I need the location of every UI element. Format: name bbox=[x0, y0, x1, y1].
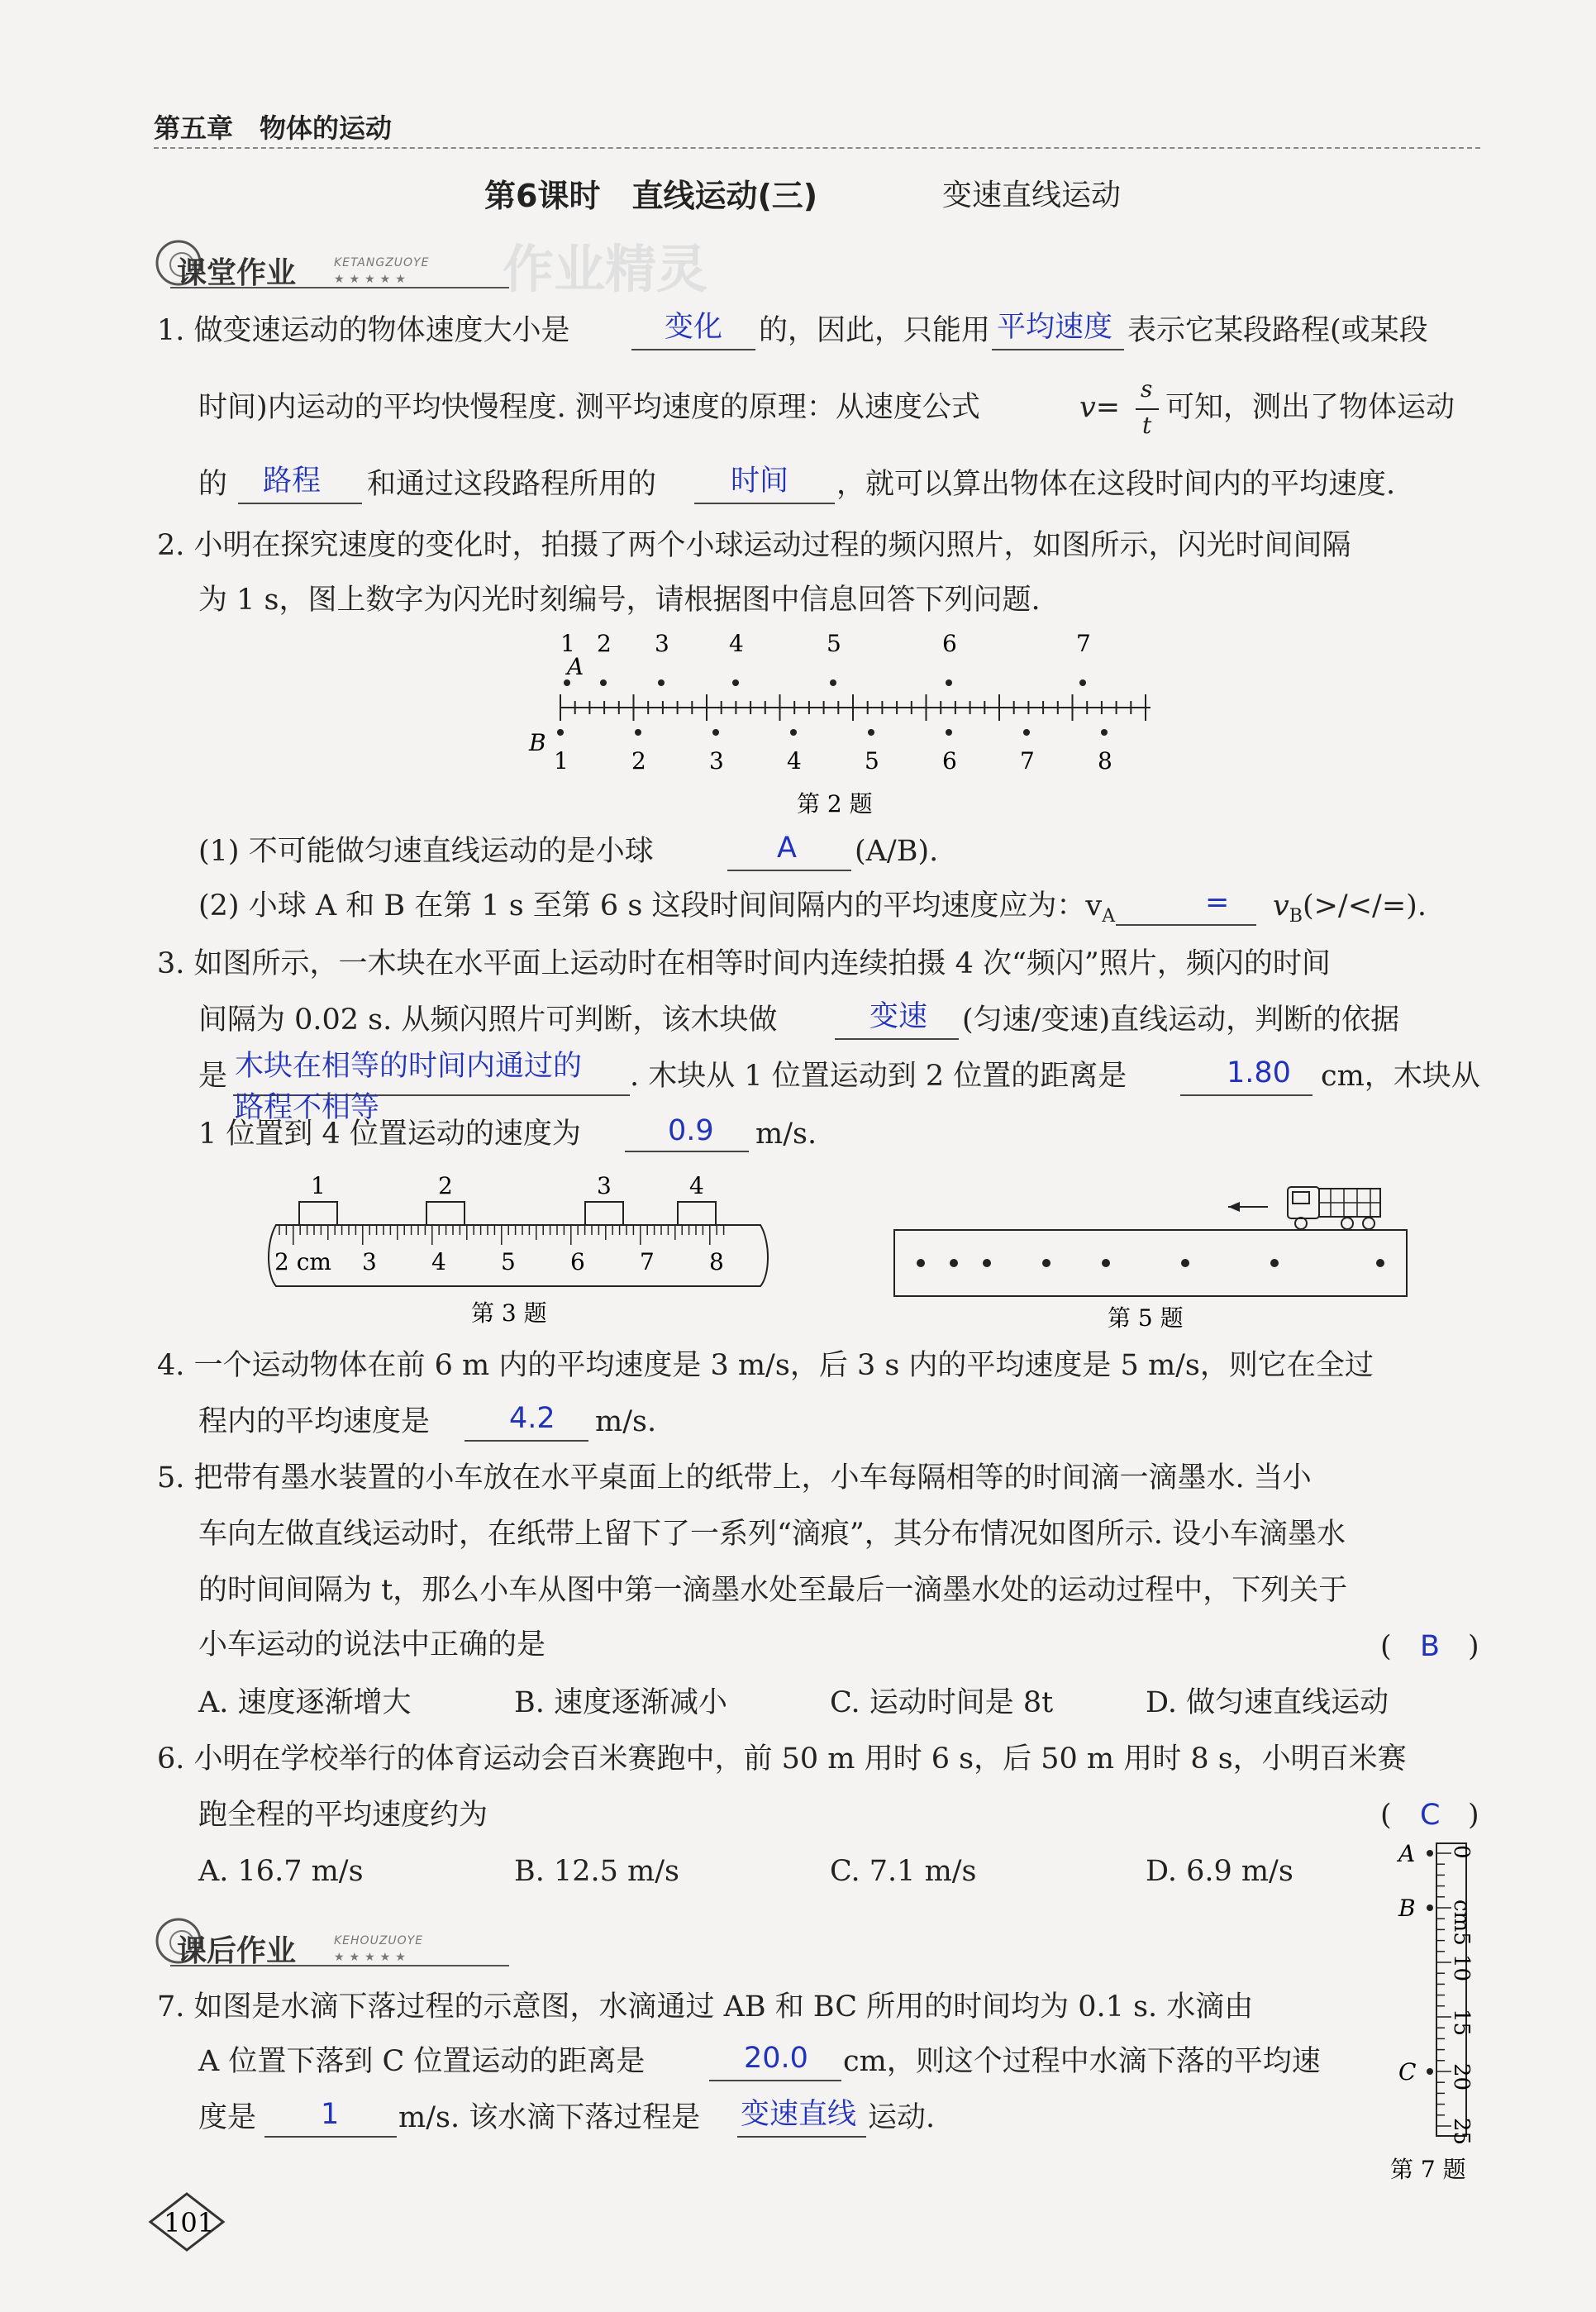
q2-b-dot bbox=[1101, 729, 1108, 736]
q2-b-dot bbox=[790, 729, 797, 736]
q5-ink-drop bbox=[1102, 1259, 1110, 1267]
q7-scale-number: 25 bbox=[1449, 2118, 1474, 2146]
q3-ruler-numbers bbox=[274, 1248, 724, 1275]
q2-a-dot bbox=[564, 679, 570, 686]
q3-ruler-number: 4 bbox=[431, 1248, 446, 1275]
q2-b-dot bbox=[1023, 729, 1030, 736]
q3-ruler-ticks bbox=[279, 1225, 724, 1245]
q7-scale-number: cm5 bbox=[1449, 1900, 1474, 1946]
page-number-badge bbox=[145, 2189, 228, 2255]
q5-ink-drop bbox=[1181, 1259, 1189, 1267]
q4-blank1[interactable] bbox=[465, 1438, 588, 1442]
q5-ink-drop bbox=[1042, 1259, 1051, 1267]
q4-answer1: 4.2 bbox=[509, 1402, 555, 1435]
q7-answer2: 1 bbox=[321, 2098, 340, 2131]
q3-blank4[interactable] bbox=[625, 1149, 749, 1152]
q2-label-b: B bbox=[529, 729, 546, 756]
q7-caption: 第 7 题 bbox=[1390, 2156, 1466, 2183]
q7-blank3[interactable] bbox=[737, 2134, 866, 2138]
q3-blank1[interactable] bbox=[835, 1037, 959, 1040]
cart-icon bbox=[1288, 1187, 1380, 1229]
q2-a-number: 3 bbox=[655, 630, 669, 657]
q3-answer4: 0.9 bbox=[668, 1114, 714, 1147]
q2-a-dot bbox=[658, 679, 665, 686]
q5-option-b[interactable]: B. 速度逐渐减小 bbox=[514, 1686, 727, 1719]
q2-b-number: 7 bbox=[1020, 747, 1035, 775]
q3-answer1: 变速 bbox=[869, 1000, 928, 1033]
section-class-title: 课堂作业 bbox=[177, 256, 297, 290]
section-home-title: 课后作业 bbox=[177, 1934, 297, 1968]
q5-answer[interactable]: B bbox=[1420, 1630, 1441, 1663]
q3-block-number: 4 bbox=[689, 1172, 704, 1199]
q1-line1c: 表示它某段路程(或某段 bbox=[1127, 314, 1428, 347]
left-arrow-icon bbox=[1228, 1202, 1268, 1212]
q5-option-a[interactable]: A. 速度逐渐增大 bbox=[198, 1686, 412, 1719]
q2-a-dot bbox=[946, 679, 952, 686]
header-divider bbox=[154, 147, 1480, 149]
q3-answer2a: 木块在相等的时间内通过的 bbox=[235, 1050, 583, 1083]
q6-line2: 跑全程的平均速度约为 bbox=[198, 1799, 488, 1832]
q1-line2a: 时间)内运动的平均快慢程度. 测平均速度的原理：从速度公式 bbox=[198, 391, 980, 424]
q7-line3b: m/s. 该水滴下落过程是 bbox=[398, 2101, 701, 2134]
q3-answer2b: 路程不相等 bbox=[235, 1091, 380, 1124]
q7-scale-numbers bbox=[1449, 1845, 1474, 2145]
q3-block bbox=[426, 1202, 465, 1225]
q2-a-marks bbox=[560, 630, 1091, 686]
q2-b-dot bbox=[557, 729, 564, 736]
q2-answer2: = bbox=[1205, 886, 1230, 919]
q4-line2b: m/s. bbox=[595, 1405, 657, 1438]
q6-bracket-right: ) bbox=[1468, 1799, 1479, 1832]
q6-option-d[interactable]: D. 6.9 m/s bbox=[1146, 1855, 1293, 1888]
q5-figure bbox=[889, 1170, 1418, 1336]
q3-figure bbox=[264, 1162, 777, 1336]
q7-line2b: cm，则这个过程中水滴下落的平均速 bbox=[843, 2045, 1321, 2078]
q7-scale-number: 15 bbox=[1449, 2009, 1474, 2037]
q3-block bbox=[299, 1202, 337, 1225]
q3-line3c: cm，木块从 bbox=[1321, 1060, 1480, 1093]
q2-b-number: 8 bbox=[1098, 747, 1112, 775]
q2-label-a: A bbox=[567, 653, 584, 680]
q7-drop-point bbox=[1427, 1904, 1433, 1911]
q1-line3c: ，就可以算出物体在这段时间内的平均速度. bbox=[836, 468, 1396, 501]
q3-ruler-number: 6 bbox=[570, 1248, 585, 1275]
q7-line3c: 运动. bbox=[868, 2101, 936, 2134]
q2-caption: 第 2 题 bbox=[797, 790, 873, 818]
q2-a-number: 7 bbox=[1076, 630, 1091, 657]
q7-drop-points bbox=[1396, 1840, 1433, 2086]
q5-line3: 的时间间隔为 t，那么小车从图中第一滴墨水处至最后一滴墨水处的运动过程中，下列关于 bbox=[198, 1574, 1348, 1607]
q2-answer1: A bbox=[777, 832, 797, 865]
q2-b-number: 2 bbox=[631, 747, 646, 775]
q7-line1: 7. 如图是水滴下落过程的示意图，水滴通过 AB 和 BC 所用的时间均为 0.1 s. 水滴由 bbox=[157, 1990, 1254, 2024]
q7-line2a: A 位置下落到 C 位置运动的距离是 bbox=[198, 2045, 646, 2078]
q2-b-dot bbox=[868, 729, 874, 736]
q1-answer3: 路程 bbox=[263, 465, 322, 498]
q2-sub2b: $v_B(>/</=)$. bbox=[1273, 889, 1427, 927]
q5-caption: 第 5 题 bbox=[1108, 1304, 1184, 1332]
q7-drop-point bbox=[1427, 2068, 1433, 2075]
q6-option-c[interactable]: C. 7.1 m/s bbox=[830, 1855, 977, 1888]
q7-blank2[interactable] bbox=[264, 2134, 397, 2138]
q7-drop-point bbox=[1427, 1850, 1433, 1857]
q3-line3b: . 木块从 1 位置运动到 2 位置的距离是 bbox=[630, 1060, 1127, 1093]
q5-option-c[interactable]: C. 运动时间是 8t bbox=[830, 1686, 1054, 1719]
section-class-watermark: 作业精灵 bbox=[503, 239, 708, 299]
q2-a-dot bbox=[732, 679, 739, 686]
q5-bracket-left: ( bbox=[1380, 1630, 1392, 1663]
q1-answer2: 平均速度 bbox=[997, 311, 1113, 344]
q2-blank2[interactable] bbox=[1116, 922, 1256, 926]
q1-answer4: 时间 bbox=[731, 465, 789, 498]
q1-formula-v: v= bbox=[1079, 391, 1121, 424]
q2-sub2a: (2) 小球 A 和 B 在第 1 s 至第 6 s 这段时间间隔内的平均速度应为：$v_A$ bbox=[198, 889, 1116, 927]
q2-b-dot bbox=[946, 729, 952, 736]
q1-blank4[interactable] bbox=[694, 501, 835, 504]
q1-line1: 1. 做变速运动的物体速度大小是 bbox=[157, 314, 570, 347]
q1-formula-den: t bbox=[1142, 412, 1152, 439]
q2-b-marks bbox=[554, 729, 1112, 775]
q5-ink-drops bbox=[917, 1259, 1384, 1267]
q7-answer3: 变速直线 bbox=[741, 2098, 857, 2131]
q3-block bbox=[585, 1202, 623, 1225]
q2-a-number: 6 bbox=[942, 630, 957, 657]
q3-line1: 3. 如图所示，一木块在水平面上运动时在相等时间内连续拍摄 4 次“频闪”照片，频闪的时间 bbox=[157, 947, 1331, 980]
q1-blank1[interactable] bbox=[631, 347, 755, 350]
q5-bracket-right: ) bbox=[1468, 1630, 1479, 1663]
q1-blank2[interactable] bbox=[992, 347, 1124, 350]
q2-a-dot bbox=[1079, 679, 1086, 686]
q5-option-d[interactable]: D. 做匀速直线运动 bbox=[1146, 1686, 1389, 1719]
q7-point-label: A bbox=[1398, 1840, 1416, 1867]
q2-b-dot bbox=[712, 729, 719, 736]
q6-option-a[interactable]: A. 16.7 m/s bbox=[198, 1855, 364, 1888]
q2-b-number: 4 bbox=[787, 747, 802, 775]
section-home-stars: ★★★★★ bbox=[334, 1951, 411, 1964]
q6-answer[interactable]: C bbox=[1420, 1799, 1441, 1832]
q3-answer3: 1.80 bbox=[1227, 1056, 1291, 1089]
q4-line1: 4. 一个运动物体在前 6 m 内的平均速度是 3 m/s，后 3 s 内的平均速度是 5 m/s，则它在全过 bbox=[157, 1349, 1374, 1382]
q2-a-number: 4 bbox=[729, 630, 744, 657]
chapter-header: 第五章 物体的运动 bbox=[154, 112, 393, 144]
lesson-title: 第6课时 直线运动(三) bbox=[484, 178, 818, 214]
lesson-subtitle: 变速直线运动 bbox=[942, 179, 1122, 212]
q3-line2b: (匀速/变速)直线运动，判断的依据 bbox=[962, 1003, 1400, 1037]
q3-ruler-body bbox=[269, 1225, 768, 1286]
q5-ink-drop bbox=[983, 1259, 991, 1267]
q2-blank1[interactable] bbox=[727, 868, 851, 871]
q5-line4: 小车运动的说法中正确的是 bbox=[198, 1628, 546, 1661]
q7-point-label: B bbox=[1398, 1895, 1416, 1922]
q3-block-number: 3 bbox=[597, 1172, 612, 1199]
q7-blank1[interactable] bbox=[709, 2078, 841, 2081]
q7-scale-number: 20 bbox=[1449, 2063, 1474, 2091]
q3-caption: 第 3 题 bbox=[471, 1299, 547, 1327]
q2-b-number: 6 bbox=[942, 747, 957, 775]
q3-ruler-number: 7 bbox=[640, 1248, 655, 1275]
q6-bracket-left: ( bbox=[1380, 1799, 1392, 1832]
q1-answer1: 变化 bbox=[665, 311, 723, 344]
q5-ink-drop bbox=[917, 1259, 925, 1267]
q2-sub1a: (1) 不可能做匀速直线运动的是小球 bbox=[198, 835, 654, 868]
q3-ruler-number: 8 bbox=[709, 1248, 724, 1275]
q3-ruler-number: 5 bbox=[501, 1248, 516, 1275]
q7-scale-number: 0 bbox=[1449, 1845, 1474, 1859]
q5-ink-drop bbox=[950, 1259, 958, 1267]
q1-line1b: 的，因此，只能用 bbox=[759, 314, 991, 347]
q7-line3a: 度是 bbox=[198, 2101, 257, 2134]
q5-ink-drop bbox=[1376, 1259, 1384, 1267]
page-number: 101 bbox=[164, 2207, 215, 2238]
q2-b-number: 5 bbox=[865, 747, 879, 775]
q3-ruler-number: 2 cm bbox=[274, 1248, 331, 1275]
q2-b-dot bbox=[635, 729, 641, 736]
q3-blank3[interactable] bbox=[1180, 1093, 1313, 1096]
q3-ruler-number: 3 bbox=[362, 1248, 377, 1275]
q5-line2: 车向左做直线运动时，在纸带上留下了一系列“滴痕”，其分布情况如图所示. 设小车滴墨水 bbox=[198, 1518, 1346, 1551]
q2-b-number: 3 bbox=[709, 747, 724, 775]
q1-formula-bar bbox=[1136, 408, 1159, 410]
q1-formula-num: s bbox=[1141, 375, 1153, 403]
q6-option-b[interactable]: B. 12.5 m/s bbox=[514, 1855, 679, 1888]
q5-line1: 5. 把带有墨水装置的小车放在水平桌面上的纸带上，小车每隔相等的时间滴一滴墨水. 当小 bbox=[157, 1461, 1312, 1494]
q7-scale-body bbox=[1436, 1843, 1466, 2136]
q2-b-number: 1 bbox=[554, 747, 569, 775]
q4-line2a: 程内的平均速度是 bbox=[198, 1405, 431, 1438]
q2-a-dot bbox=[600, 679, 607, 686]
q2-line2: 为 1 s，图上数字为闪光时刻编号，请根据图中信息回答下列问题. bbox=[198, 584, 1041, 617]
q3-line2a: 间隔为 0.02 s. 从频闪照片可判断，该木块做 bbox=[198, 1003, 778, 1037]
q7-scale-number: 10 bbox=[1449, 1954, 1474, 1982]
q7-figure bbox=[1389, 1832, 1496, 2187]
q3-blocks bbox=[299, 1172, 716, 1225]
q1-blank3[interactable] bbox=[238, 501, 362, 504]
q1-line2b: 可知，测出了物体运动 bbox=[1165, 391, 1455, 424]
q2-a-number: 5 bbox=[827, 630, 841, 657]
q2-ticks bbox=[560, 694, 1146, 721]
q2-sub1b: (A/B). bbox=[855, 835, 939, 868]
q5-paper-tape bbox=[894, 1230, 1407, 1296]
q1-line3b: 和通过这段路程所用的 bbox=[367, 468, 657, 501]
q2-a-dot bbox=[830, 679, 836, 686]
q2-figure bbox=[521, 628, 1165, 818]
q7-answer1: 20.0 bbox=[744, 2042, 808, 2075]
q2-a-number: 2 bbox=[597, 630, 612, 657]
q1-line3a: 的 bbox=[198, 468, 228, 501]
section-home-subtitle: KEHOUZUOYE bbox=[334, 1934, 424, 1947]
q3-line4a: 1 位置到 4 位置运动的速度为 bbox=[198, 1118, 581, 1151]
q2-line1: 2. 小明在探究速度的变化时，拍摄了两个小球运动过程的频闪照片，如图所示，闪光时间间隔 bbox=[157, 529, 1351, 562]
q3-block bbox=[678, 1202, 716, 1225]
section-class-subtitle: KETANGZUOYE bbox=[334, 256, 430, 269]
section-class-stars: ★★★★★ bbox=[334, 273, 411, 286]
q3-line3a: 是 bbox=[198, 1060, 228, 1093]
q5-ink-drop bbox=[1270, 1259, 1279, 1267]
q7-point-label: C bbox=[1398, 2058, 1417, 2086]
q3-block-number: 2 bbox=[438, 1172, 453, 1199]
q6-line1: 6. 小明在学校举行的体育运动会百米赛跑中，前 50 m 用时 6 s，后 50 m 用时 8 s，小明百米赛 bbox=[157, 1742, 1407, 1776]
q2-a-number: 1 bbox=[560, 630, 575, 657]
q3-block-number: 1 bbox=[311, 1172, 326, 1199]
q3-line4b: m/s. bbox=[755, 1118, 817, 1151]
